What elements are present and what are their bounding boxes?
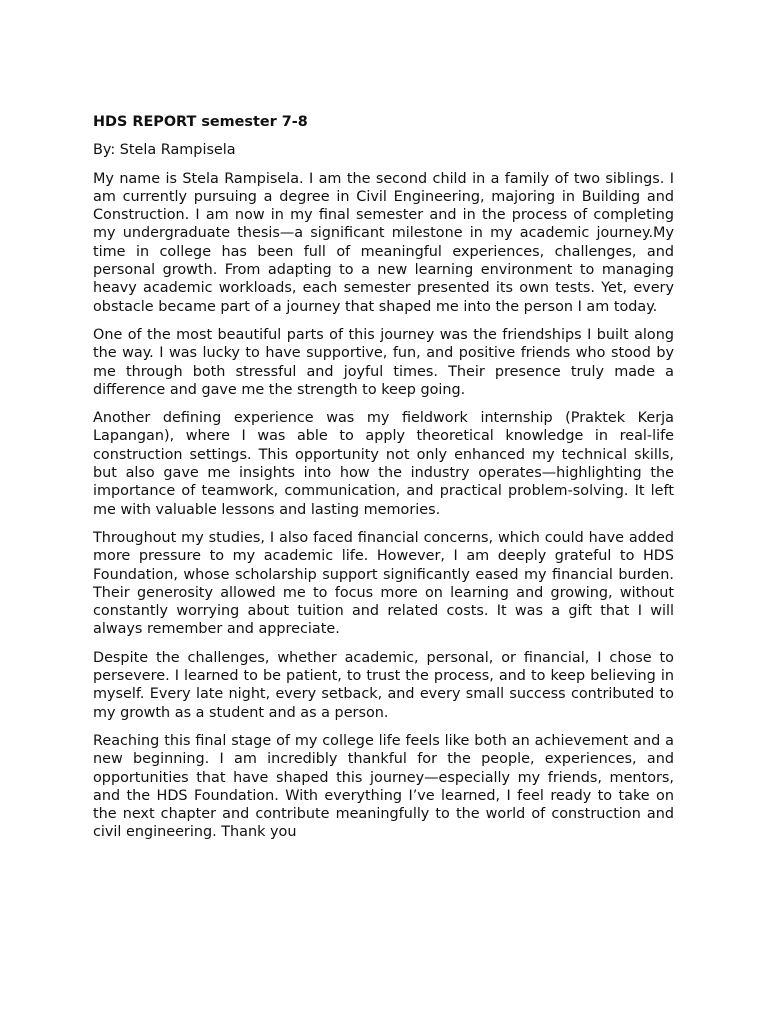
paragraph-financial: Throughout my studies, I also faced financial concerns, which could have added more pressure to my academic life. However, I am deeply grateful to HDS Foundation, whose scholarship support significantly eased my financial burden. Their generosity allowed me to focus more on learning and growing, without constantly worrying about tuition and related costs. It was a gift that I will always remember and appreciate. — [93, 529, 674, 638]
paragraph-internship: Another defining experience was my fieldwork internship (Praktek Kerja Lapangan), where I was able to apply theoretical knowledge in real-life construction settings. This opportunity not only enhanced my technical skills, but also gave me insights into how the industry operates—highlighting the importance of teamwork, communication, and practical problem-solving. It left me with valuable lessons and lasting memories. — [93, 410, 674, 518]
paragraph-friendships: One of the most beautiful parts of this journey was the friendships I built along the way. I was lucky to have supportive, fun, and positive friends who stood by me through both stressful and joyful times. Their presence truly made a difference and gave me the strength to keep going. — [93, 326, 674, 398]
paragraph-conclusion: Reaching this final stage of my college life feels like both an achievement and a new beginning. I am incredibly thankful for the people, experiences, and opportunities that have shaped this journey—especially my friends, mentors, and the HDS Foundation. With everything I’ve learned, I feel ready to take on the next chapter and contribute meaningfully to the world of construction and civil engineering. Thank you — [93, 732, 674, 841]
document-title: HDS REPORT semester 7-8 — [93, 114, 308, 130]
document-byline: By: Stela Rampisela — [93, 142, 236, 159]
paragraph-introduction: My name is Stela Rampisela. I am the second child in a family of two siblings. I am currently pursuing a degree in Civil Engineering, majoring in Building and Construction. I am now in my final semester and in the process of completing my undergraduate thesis—a significant milestone in my academic journey.My time in college has been full of meaningful experiences, challenges, and personal growth. From adapting to a new learning environment to managing heavy academic workloads, each semester presented its own tests. Yet, every obstacle became part of a journey that shaped me into the person I am today. — [93, 170, 674, 315]
paragraph-perseverance: Despite the challenges, whether academic, personal, or financial, I chose to persevere. I learned to be patient, to trust the process, and to keep believing in myself. Every late night, every setback, and every small success contributed to my growth as a student and as a person. — [93, 649, 674, 721]
document-body — [93, 113, 674, 852]
